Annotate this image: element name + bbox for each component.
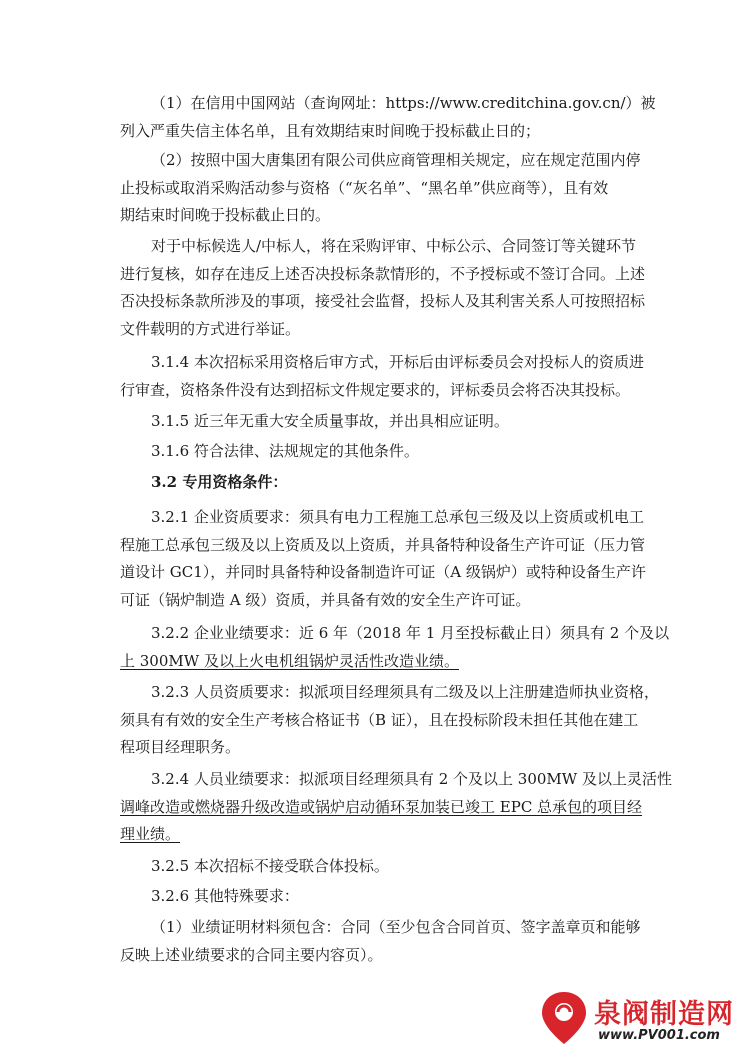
text-line: 上 300MW 及以上火电机组锅炉灵活性改造业绩。 (120, 651, 459, 670)
paragraph-review (120, 233, 646, 343)
section-heading-3-2 (120, 469, 640, 497)
text-line: 进行复核，如存在违反上述否决投标条款情形的，不予授标或不签订合同。上述 (120, 264, 646, 283)
text-line: 程项目经理职务。 (120, 738, 241, 756)
text-line: 3.1.4 本次招标采用资格后审方式，开标后由评标委员会对投标人的资质进 (151, 353, 644, 371)
text-line: 须具有有效的安全生产考核合格证书（B 证），且在投标阶段未担任其他在建工 (120, 710, 639, 729)
watermark-url: www.PV001.com (598, 1028, 720, 1043)
text-line: 否决投标条款所涉及的事项，接受社会监督，投标人及其利害关系人可按照招标 (120, 292, 646, 310)
clause-3-1-4 (120, 349, 644, 404)
text-line: 3.2.3 人员资质要求：拟派项目经理须具有二级及以上注册建造师执业资格， (151, 683, 659, 701)
text-line: 3.2.6 其他特殊要求： (151, 887, 299, 905)
text-line: 止投标或取消采购活动参与资格（“灰名单”、“黑名单”供应商等），且有效 (120, 178, 609, 197)
clause-3-2-3 (120, 679, 659, 762)
text-line: 3.2.4 人员业绩要求：拟派项目经理须具有 2 个及以上 300MW 及以上灵活性 (151, 770, 672, 788)
text-line: 文件载明的方式进行举证。 (120, 319, 301, 338)
clause-3-1-6 (120, 438, 640, 466)
paragraph-datang-rules (120, 147, 640, 230)
clause-3-2-4 (120, 766, 672, 849)
clause-3-2-5 (120, 853, 640, 881)
site-watermark (536, 988, 736, 1052)
location-pin-logo-icon (538, 990, 590, 1046)
clause-3-2-6 (120, 883, 640, 911)
text-line: （2）按照中国大唐集团有限公司供应商管理相关规定，应在规定范围内停 (151, 151, 641, 169)
text-line: 3.2.2 企业业绩要求：近 6 年（2018 年 1 月至投标截止日）须具有 2 个及以 (151, 624, 670, 642)
section-heading: 3.2 专用资格条件： (151, 473, 288, 491)
text-line: 反映上述业绩要求的合同主要内容页）。 (120, 945, 383, 964)
text-line: 道设计 GC1），并同时具备特种设备制造许可证（A 级锅炉）或特种设备生产许 (120, 563, 646, 581)
text-line: 程施工总承包三级及以上资质及以上资质，并具备特种设备生产许可证（压力管 (120, 535, 646, 554)
text-line: 3.2.1 企业资质要求：须具有电力工程施工总承包三级及以上资质或机电工 (151, 508, 644, 526)
clause-3-2-2 (120, 620, 670, 675)
clause-3-2-1 (120, 504, 646, 614)
text-line: 行审查，资格条件没有达到招标文件规定要求的，评标委员会将否决其投标。 (120, 380, 631, 399)
text-line: 理业绩。 (120, 825, 181, 843)
text-line: 对于中标候选人/中标人，将在采购评审、中标公示、合同签订等关键环节 (151, 237, 637, 255)
clause-3-2-6-item-1 (120, 914, 640, 969)
text-line: 可证（锅炉制造 A 级）资质，并具备有效的安全生产许可证。 (120, 590, 531, 609)
text-line: 列入严重失信主体名单，且有效期结束时间晚于投标截止日的； (120, 121, 541, 140)
text-line: 3.2.5 本次招标不接受联合体投标。 (151, 857, 389, 875)
text-line: 3.1.6 符合法律、法规规定的其他条件。 (151, 442, 419, 460)
text-line: 期结束时间晚于投标截止日的。 (120, 206, 331, 224)
text-line: 调峰改造或燃烧器升级改造或锅炉启动循环泵加装已竣工 EPC 总承包的项目经 (120, 797, 643, 816)
text-line: 3.1.5 近三年无重大安全质量事故，并出具相应证明。 (151, 412, 509, 430)
text-line: （1）在信用中国网站（查询网址：https://www.creditchina.gov.cn/）被 (151, 94, 656, 112)
paragraph-credit-china (120, 90, 656, 145)
text-line: （1）业绩证明材料须包含：合同（至少包含合同首页、签字盖章页和能够 (151, 918, 641, 936)
clause-3-1-5 (120, 408, 640, 436)
watermark-title: 泉阀制造网 (594, 999, 734, 1030)
